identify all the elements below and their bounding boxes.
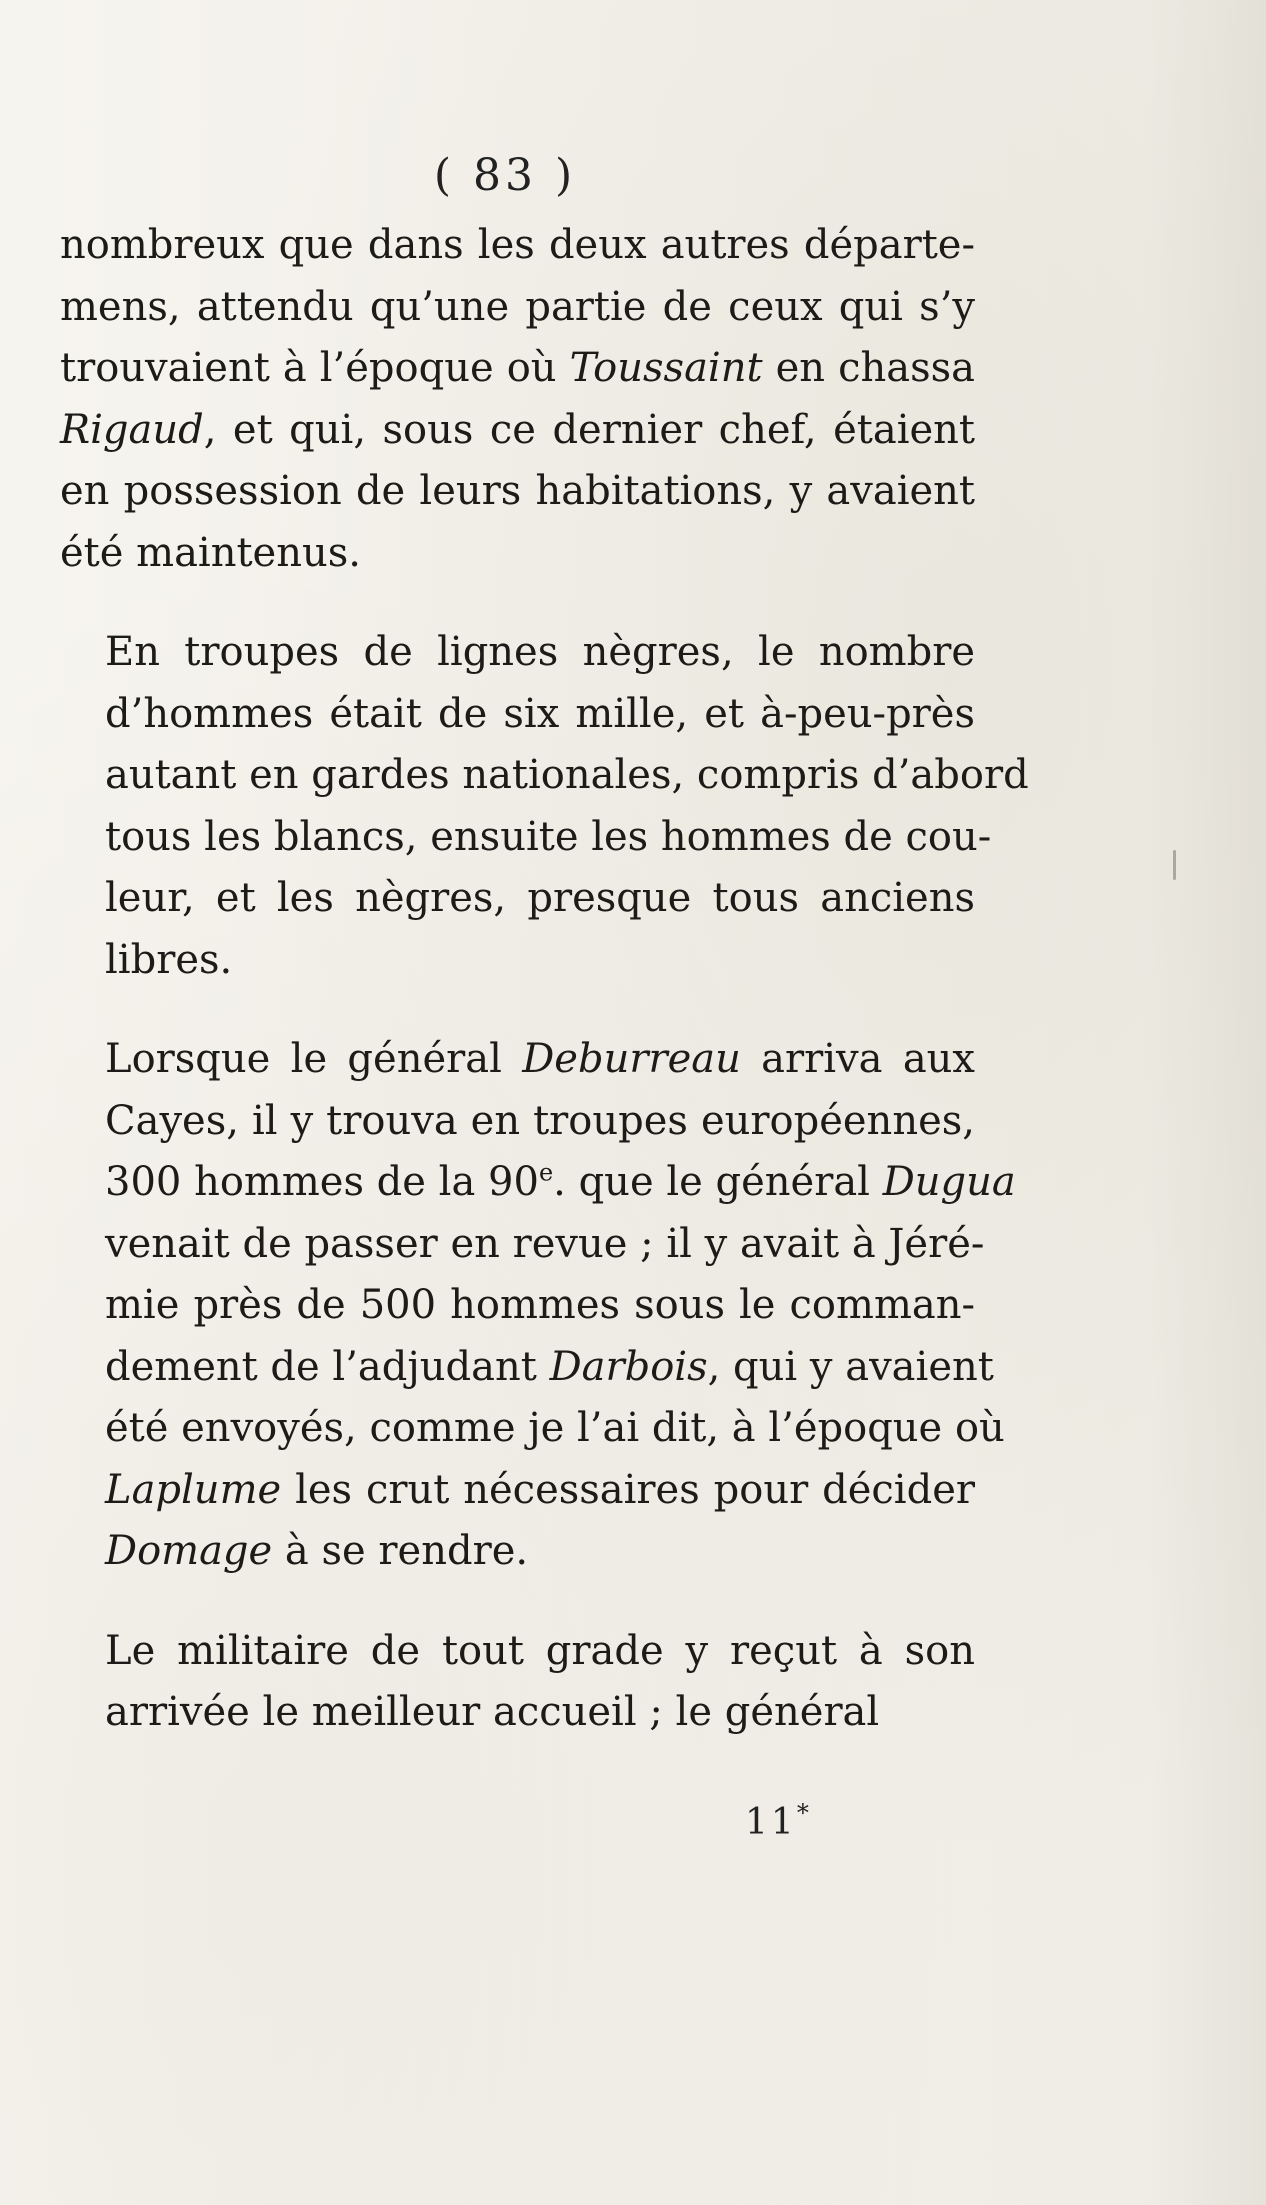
text-line bbox=[60, 1521, 975, 1583]
paper-mark bbox=[1173, 850, 1176, 880]
text-run: arriva aux bbox=[740, 1036, 975, 1082]
page-number: ( 83 ) bbox=[433, 150, 577, 201]
text-run: nombreux que dans les deux autres départe- bbox=[60, 222, 975, 268]
printer-signature-mark bbox=[745, 1799, 812, 1843]
text-line bbox=[60, 277, 975, 339]
italic-name: Deburreau bbox=[522, 1036, 741, 1082]
italic-name: Dugua bbox=[882, 1159, 1016, 1205]
text-run: autant en gardes nationales, compris d’abord bbox=[105, 752, 1029, 798]
text-line bbox=[60, 1337, 994, 1399]
text-line bbox=[60, 1398, 1005, 1460]
text-run: en chassa bbox=[762, 345, 975, 391]
text-run: mens, attendu qu’une partie de ceux qui s’y bbox=[60, 283, 975, 330]
text-run: mie près de 500 hommes sous le comman- bbox=[105, 1282, 975, 1328]
text-line bbox=[60, 1091, 975, 1153]
text-line bbox=[60, 400, 975, 462]
text-run: à se rendre. bbox=[272, 1528, 529, 1574]
text-run: tous les blancs, ensuite les hommes de cou- bbox=[105, 813, 992, 860]
text-run: les crut nécessaires pour décider bbox=[281, 1466, 975, 1513]
text-line bbox=[60, 461, 975, 523]
text-run: , et qui, sous ce dernier chef, étaient bbox=[203, 406, 975, 453]
signature-number: 11 bbox=[745, 1802, 797, 1843]
text-run: libres. bbox=[105, 936, 233, 983]
text-run: été envoyés, comme je l’ai dit, à l’époque où bbox=[105, 1405, 1005, 1451]
text-line bbox=[60, 684, 975, 746]
page-edge-shading bbox=[1146, 0, 1266, 2205]
text-line bbox=[60, 523, 975, 585]
text-line bbox=[60, 1214, 985, 1276]
italic-name: Rigaud bbox=[60, 406, 204, 453]
text-run: été maintenus. bbox=[60, 529, 361, 576]
paragraph-3 bbox=[60, 1029, 1016, 1583]
paragraph-4 bbox=[60, 1621, 975, 1744]
text-run: , qui y avaient bbox=[707, 1343, 994, 1390]
text-line bbox=[60, 1621, 975, 1683]
text-run: leur, et les nègres, presque tous anciens bbox=[105, 875, 975, 921]
text-line bbox=[60, 338, 975, 400]
text-run: d’hommes était de six mille, et à-peu-près bbox=[105, 690, 975, 737]
text-run: venait de passer en revue ; il y avait à Jéré- bbox=[105, 1220, 985, 1267]
body-text bbox=[60, 215, 1029, 1744]
text-line bbox=[60, 215, 975, 277]
text-run: En troupes de lignes nègres, le nombre bbox=[105, 629, 975, 675]
text-line bbox=[60, 807, 992, 869]
italic-name: Toussaint bbox=[569, 345, 763, 391]
italic-name: Laplume bbox=[105, 1466, 282, 1513]
paragraph-1 bbox=[60, 215, 975, 584]
text-line bbox=[60, 622, 975, 684]
text-run: en possession de leurs habitations, y avaient bbox=[60, 468, 975, 514]
text-run: trouvaient à l’époque où bbox=[60, 345, 570, 391]
signature-asterisk: * bbox=[796, 1799, 812, 1827]
text-line bbox=[60, 1152, 1016, 1214]
text-line bbox=[60, 1682, 975, 1744]
text-run: arrivée le meilleur accueil ; le général bbox=[105, 1689, 880, 1735]
italic-name: Darbois bbox=[549, 1343, 708, 1390]
text-line bbox=[60, 1460, 975, 1522]
text-line bbox=[60, 745, 1029, 807]
text-line bbox=[60, 1275, 975, 1337]
italic-name: Domage bbox=[105, 1528, 273, 1574]
superscript: e bbox=[538, 1158, 554, 1187]
paragraph-2 bbox=[60, 622, 1029, 991]
text-run: Cayes, il y trouva en troupes européennes, bbox=[105, 1097, 975, 1144]
text-run: . que le général bbox=[553, 1159, 883, 1205]
text-line bbox=[60, 930, 975, 992]
text-run: Lorsque le général bbox=[105, 1036, 523, 1082]
text-run: 300 hommes de la 90 bbox=[105, 1159, 539, 1205]
text-line bbox=[60, 1029, 975, 1091]
text-run: dement de l’adjudant bbox=[105, 1343, 550, 1390]
text-run: Le militaire de tout grade y reçut à son bbox=[105, 1627, 975, 1674]
text-line bbox=[60, 868, 975, 930]
